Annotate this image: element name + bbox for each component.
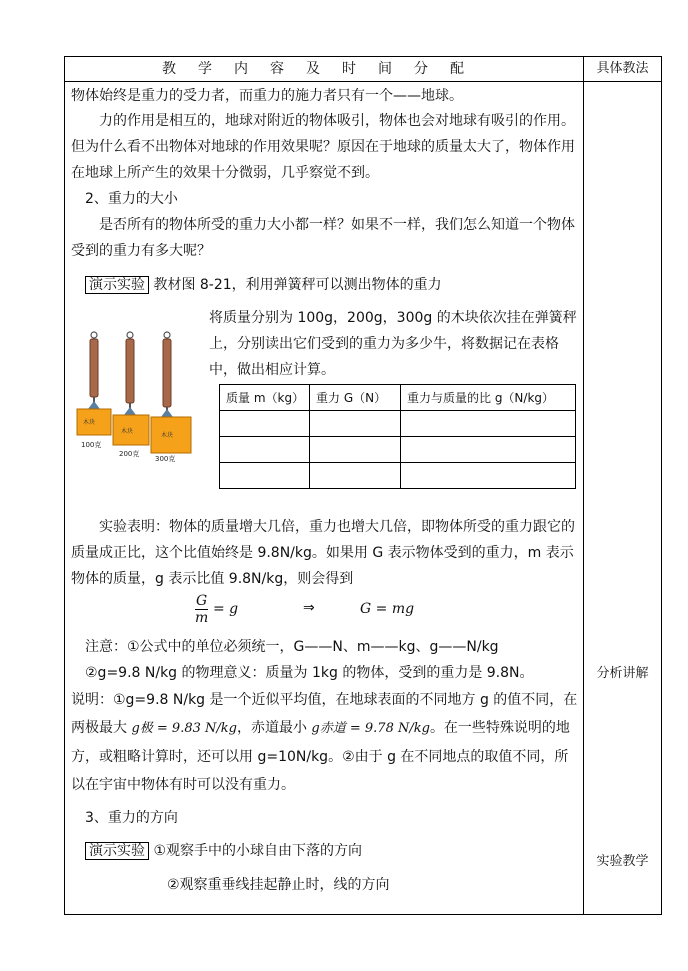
explanation-paragraph bbox=[71, 686, 579, 799]
table-header-mass: 质量 m（kg） bbox=[220, 385, 310, 411]
formula-fraction bbox=[195, 593, 208, 626]
paragraph-question: 是否所有的物体所受的重力大小都一样？如果不一样，我们怎么知道一个物体受到的重力有多大呢？ bbox=[71, 217, 575, 259]
table-header-ratio: 重力与质量的比 g（N/kg） bbox=[401, 385, 576, 411]
demo-text: 教材图 8-21，利用弹簧秤可以测出物体的重力 bbox=[153, 277, 442, 293]
header-content-title: 教学内容及时间分配 bbox=[162, 61, 486, 77]
spring-scale-figure bbox=[73, 329, 203, 464]
side-note-experiment: 实验教学 bbox=[596, 854, 649, 869]
explanation-part-c: 。在一些特殊说明的地方，或粗略计算时，还可以用 g=10N/kg。②由于 g 在不同地点的取值不同，所以在宇宙中物体有时可以没有重力。 bbox=[71, 720, 570, 793]
explanation-part-b: ，赤道最小 bbox=[236, 720, 307, 736]
header-method-title: 具体教法 bbox=[596, 61, 649, 76]
block-text-3: 木块 bbox=[161, 432, 174, 439]
side-note-analysis: 分析讲解 bbox=[596, 666, 649, 681]
formula-numerator: G bbox=[196, 593, 208, 609]
formula-result: G = mg bbox=[360, 601, 415, 617]
mass-label-100: 100克 bbox=[81, 441, 102, 449]
paragraph-gravity-source: 物体始终是重力的受力者，而重力的施力者只有一个——地球。 bbox=[71, 88, 463, 104]
formula-rhs: = g bbox=[213, 601, 239, 617]
table-cell[interactable] bbox=[310, 437, 401, 463]
demo-label: 演示实验 bbox=[85, 842, 149, 860]
table-header-weight: 重力 G（N） bbox=[310, 385, 401, 411]
paragraph-conclusion: 实验表明：物体的质量增大几倍，重力也增大几倍，即物体所受的重力跟它的质量成正比，这个比值始终是 9.8N/kg。如果用 G 表示物体受到的重力，m 表示物体的质量，g 表示比值 9.8N/kg，则会得到 bbox=[71, 519, 575, 587]
demo-experiment-1 bbox=[71, 272, 593, 298]
formula-equator: g赤道 = 9.78 N/kg bbox=[311, 721, 430, 736]
note-units: 注意：①公式中的单位必须统一，G——N、m——kg、g——N/kg bbox=[85, 639, 499, 655]
mass-label-200: 200克 bbox=[119, 450, 140, 458]
explanation-part-a: 说明：①g=9.8 N/kg 是一个近似平均值，在地球表面的不同地方 g 的值不同，在两极最大 bbox=[71, 692, 578, 736]
table-cell[interactable] bbox=[310, 411, 401, 437]
table-cell[interactable] bbox=[220, 437, 310, 463]
paragraph-mutual-force: 力的作用是相互的，地球对附近的物体吸引，物体也会对地球有吸引的作用。但为什么看不出物体对地球的作用效果呢？原因在于地球的质量太大了，物体作用在地球上所产生的效果十分微弱，几乎察觉不到。 bbox=[71, 113, 575, 181]
demo-label: 演示实验 bbox=[85, 276, 149, 294]
table-row bbox=[220, 463, 576, 489]
experiment-procedure: 将质量分别为 100g，200g，300g 的木块依次挂在弹簧秤上，分别读出它们受到的重力为多少牛，将数据记在表格中，做出相应计算。 bbox=[209, 310, 577, 378]
table-row bbox=[220, 437, 576, 463]
data-table bbox=[219, 384, 576, 489]
table-cell[interactable] bbox=[401, 463, 576, 489]
demo-item-2: ②观察重垂线挂起静止时，线的方向 bbox=[167, 877, 390, 893]
lesson-table bbox=[64, 56, 662, 915]
table-cell[interactable] bbox=[310, 463, 401, 489]
table-cell[interactable] bbox=[220, 411, 310, 437]
block-text-1: 木块 bbox=[83, 419, 96, 426]
formula-pole: g极 = 9.83 N/kg bbox=[131, 721, 237, 736]
section-title-direction: 3、重力的方向 bbox=[85, 810, 178, 826]
table-row bbox=[220, 411, 576, 437]
table-cell[interactable] bbox=[401, 411, 576, 437]
demo-item-1: ①观察手中的小球自由下落的方向 bbox=[153, 843, 363, 859]
implies-arrow: ⇒ bbox=[303, 600, 315, 616]
table-cell[interactable] bbox=[401, 437, 576, 463]
header-divider bbox=[65, 81, 661, 82]
formula-denominator: m bbox=[195, 610, 209, 626]
section-title-magnitude: 2、重力的大小 bbox=[85, 191, 178, 207]
mass-label-300: 300克 bbox=[155, 455, 176, 463]
table-header-row bbox=[220, 385, 576, 411]
block-text-2: 木块 bbox=[121, 428, 134, 435]
demo-experiment-2 bbox=[71, 838, 593, 864]
note-meaning: ②g=9.8 N/kg 的物理意义：质量为 1kg 的物体，受到的重力是 9.8N。 bbox=[85, 665, 534, 681]
table-cell[interactable] bbox=[220, 463, 310, 489]
spring-scale-illustration bbox=[73, 329, 203, 464]
formula-line bbox=[195, 593, 555, 629]
